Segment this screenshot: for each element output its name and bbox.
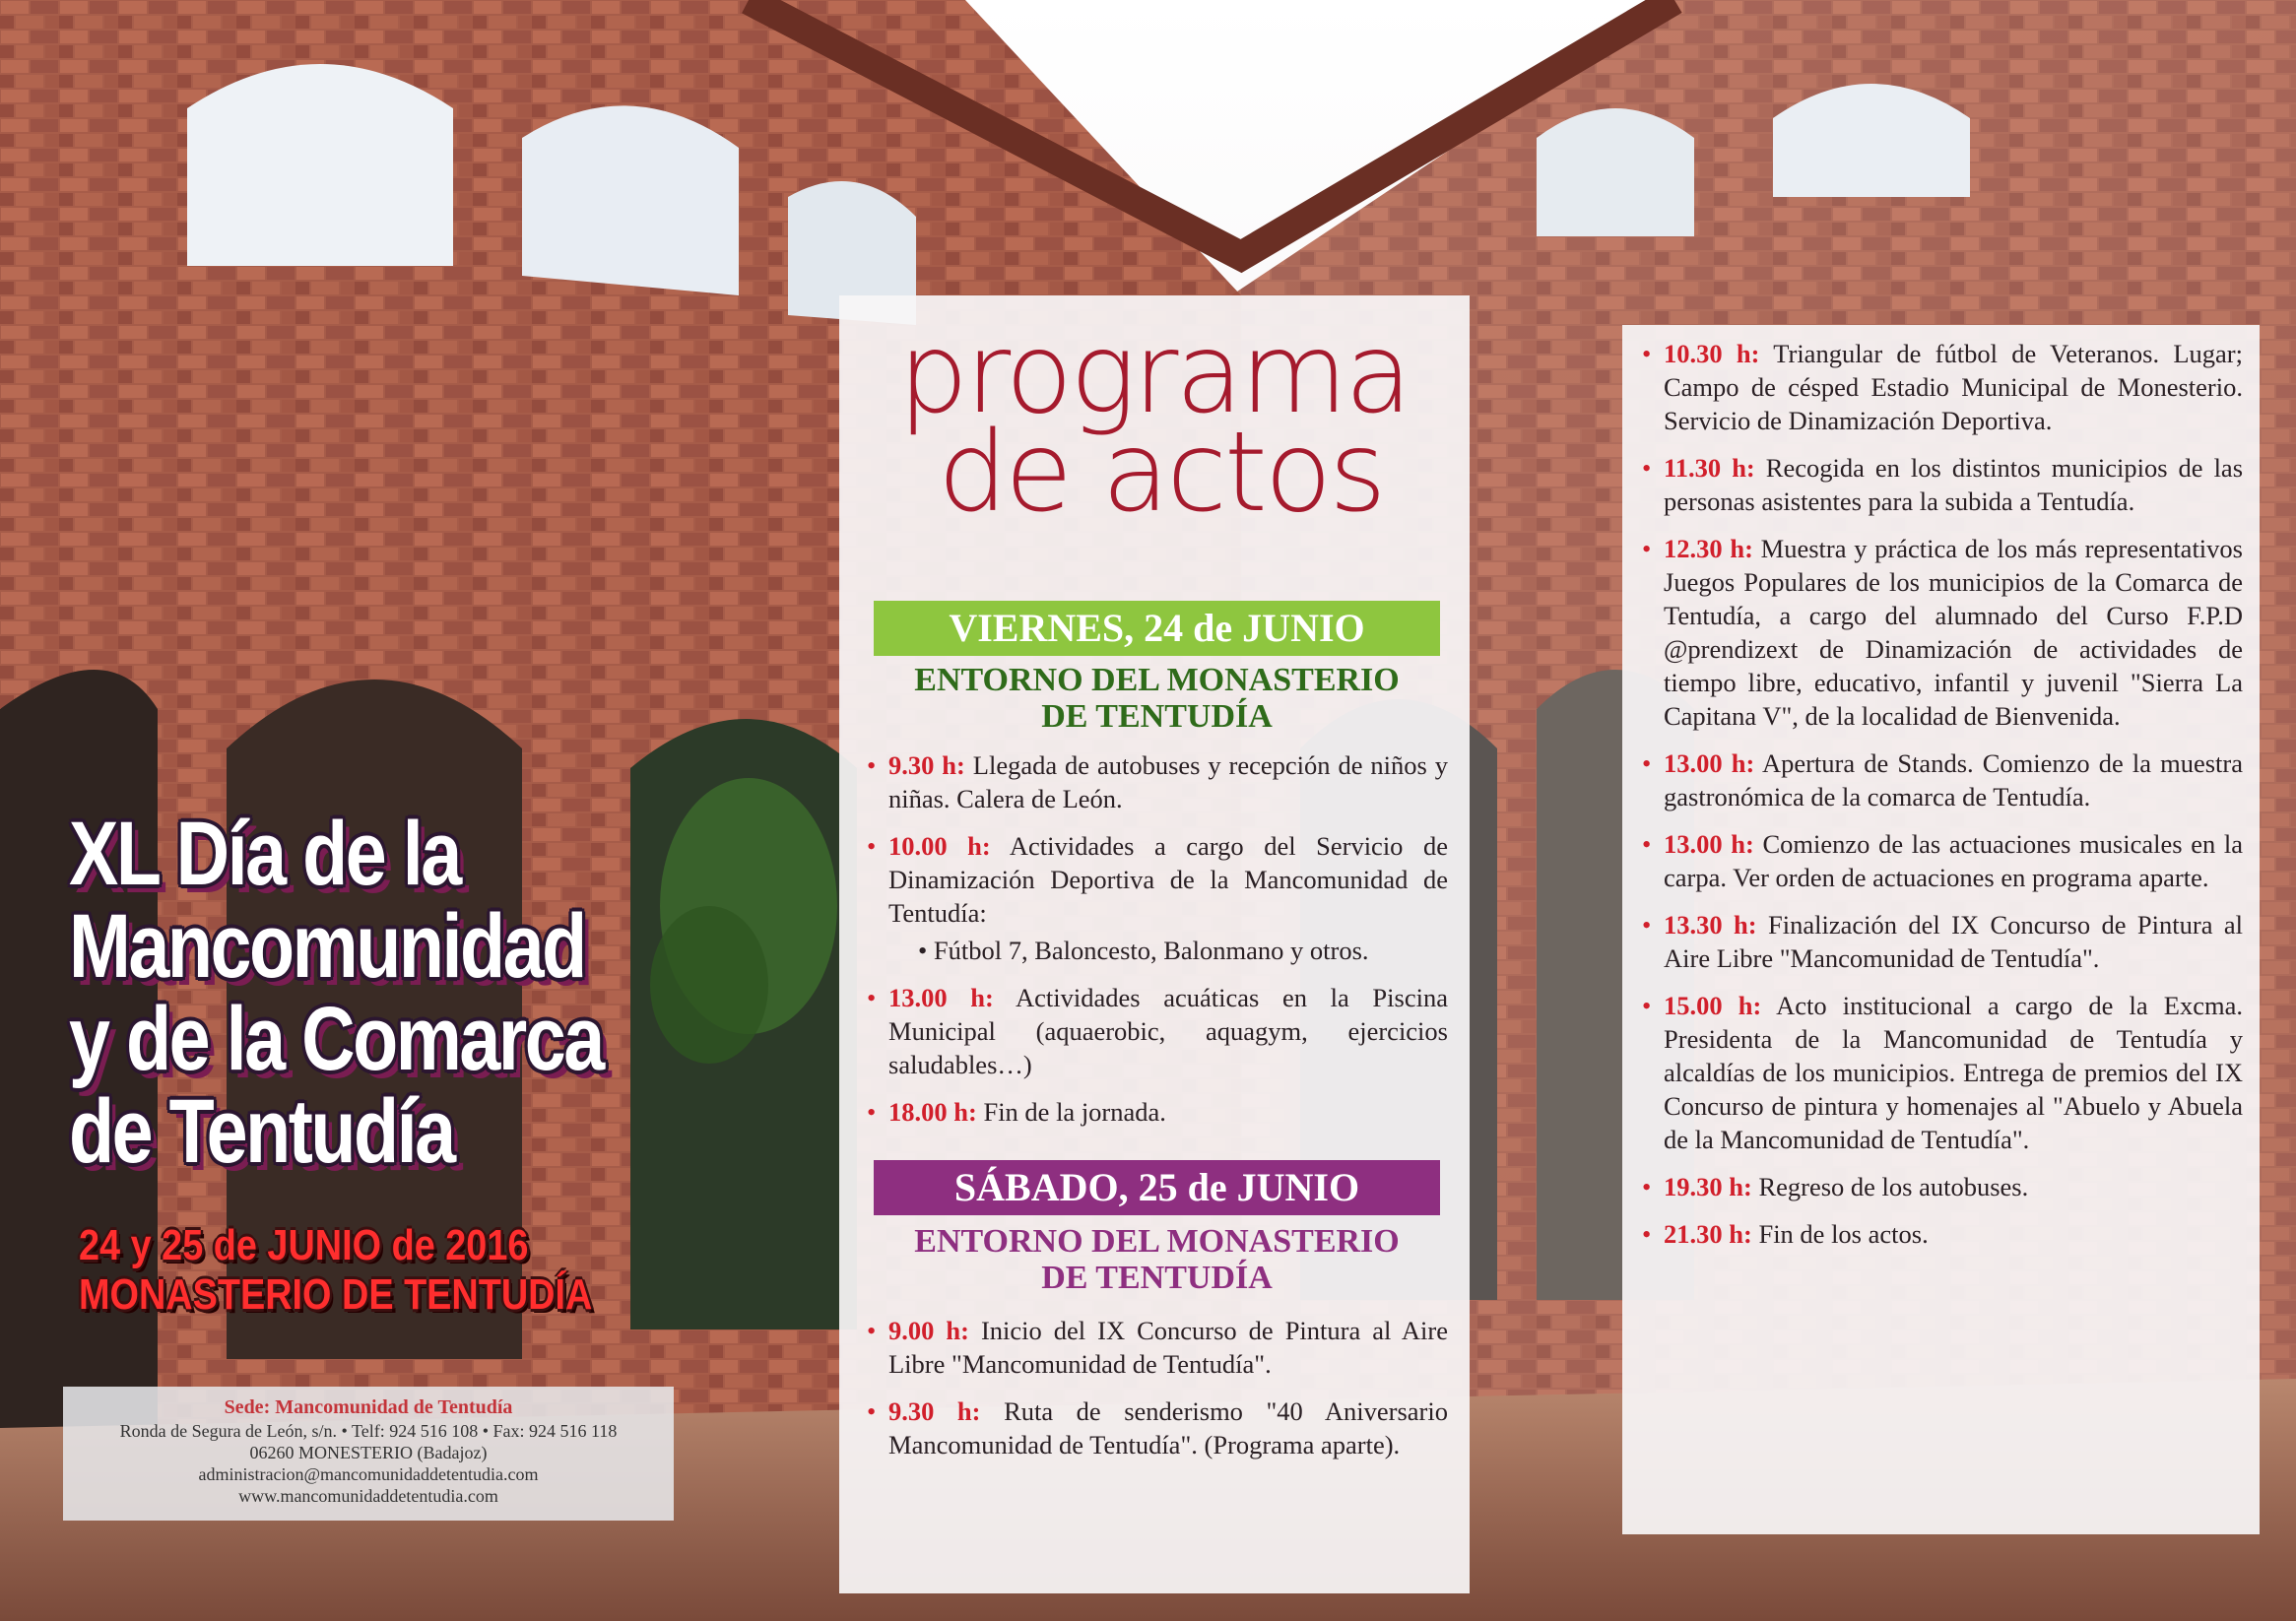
- list-item: [867, 1314, 1448, 1381]
- item-time: 11.30 h:: [1664, 453, 1755, 483]
- friday-band: VIERNES, 24 de JUNIO: [874, 601, 1440, 656]
- list-item: [1642, 337, 2243, 437]
- item-time: 9.30 h:: [888, 1396, 981, 1426]
- bullet-icon: •: [867, 831, 877, 861]
- item-text: Triangular de fútbol de Veteranos. Lugar; Campo de césped Estadio Municipal de Monesterio. Servicio de Dinamización Deportiva.: [1664, 339, 2243, 435]
- saturday-band: SÁBADO, 25 de JUNIO: [874, 1160, 1440, 1215]
- item-time: 13.00 h:: [1664, 748, 1755, 778]
- friday-venue-line2: DE TENTUDÍA: [1041, 698, 1273, 735]
- title-line-4: de Tentudía: [69, 1081, 454, 1182]
- sede-address: Ronda de Segura de León, s/n. • Telf: 924 516 108 • Fax: 924 516 118: [119, 1421, 618, 1441]
- saturday-schedule-continued: [1642, 337, 2243, 1264]
- item-text: Regreso de los autobuses.: [1758, 1172, 2029, 1201]
- item-text: Muestra y práctica de los más representativos Juegos Populares de los municipios de la Comarca de Tentudía, a cargo del alumnado del Curso F.P.D @prendizext de Dinamización de actividades de tiempo libre, educativo, infantil y juvenil "Sierra La Capitana V", de la localidad de Bienvenida.: [1664, 534, 2243, 731]
- sede-email: administracion@mancomunidaddetentudia.com: [198, 1464, 539, 1484]
- item-text: Finalización del IX Concurso de Pintura al Aire Libre "Mancomunidad de Tentudía".: [1664, 910, 2243, 973]
- bullet-icon: •: [867, 983, 877, 1012]
- sede-contact-box: [63, 1387, 674, 1521]
- title-line-3: y de la Comarca: [69, 989, 603, 1089]
- item-time: 10.30 h:: [1664, 339, 1760, 368]
- event-title: [69, 804, 758, 1182]
- item-text: Apertura de Stands. Comienzo de la muestra gastronómica de la comarca de Tentudía.: [1664, 748, 2243, 811]
- list-item: [1642, 1170, 2243, 1203]
- friday-schedule: [867, 748, 1448, 1142]
- sede-city: 06260 MONESTERIO (Badajoz): [249, 1443, 488, 1462]
- bullet-icon: •: [1642, 534, 1652, 563]
- list-item: [1642, 989, 2243, 1156]
- programa-title-line2: de actos: [938, 409, 1384, 537]
- list-item: [1642, 908, 2243, 975]
- bullet-icon: •: [1642, 829, 1652, 859]
- item-time: 10.00 h:: [888, 831, 991, 861]
- title-line-1: XL Día de la: [69, 804, 460, 904]
- item-text: Inicio del IX Concurso de Pintura al Aire Libre "Mancomunidad de Tentudía".: [888, 1316, 1448, 1379]
- item-text: Actividades acuáticas en la Piscina Municipal (aquaerobic, aquagym, ejercicios saludables…): [888, 983, 1448, 1079]
- item-time: 18.00 h:: [888, 1097, 977, 1127]
- bullet-icon: •: [1642, 991, 1652, 1020]
- bullet-icon: •: [867, 1396, 877, 1426]
- bullet-icon: •: [867, 750, 877, 780]
- item-text: Actividades a cargo del Servicio de Dinamización Deportiva de la Mancomunidad de Tentudía:: [888, 831, 1448, 928]
- bullet-icon: •: [867, 1097, 877, 1127]
- list-item: [1642, 827, 2243, 894]
- item-text: Llegada de autobuses y recepción de niños y niñas. Calera de León.: [888, 750, 1448, 813]
- title-line-2: Mancomunidad: [69, 896, 585, 997]
- item-time: 9.30 h:: [888, 750, 965, 780]
- event-date-place: [79, 1221, 630, 1320]
- item-time: 19.30 h:: [1664, 1172, 1752, 1201]
- programa-title-line1: programa: [898, 310, 1410, 438]
- list-item: [867, 748, 1448, 815]
- item-text: Ruta de senderismo "40 Aniversario Mancomunidad de Tentudía". (Programa aparte).: [888, 1396, 1448, 1459]
- item-text: Comienzo de las actuaciones musicales en la carpa. Ver orden de actuaciones en programa aparte.: [1664, 829, 2243, 892]
- list-item: [1642, 532, 2243, 733]
- bullet-icon: •: [1642, 1219, 1652, 1249]
- programa-title: [898, 310, 1450, 537]
- item-time: 15.00 h:: [1664, 991, 1762, 1020]
- bullet-icon: •: [1642, 748, 1652, 778]
- item-time: 12.30 h:: [1664, 534, 1753, 563]
- bullet-icon: •: [1642, 339, 1652, 368]
- bullet-icon: •: [1642, 1172, 1652, 1201]
- saturday-venue-line2: DE TENTUDÍA: [1041, 1260, 1273, 1296]
- sede-web: www.mancomunidaddetentudia.com: [238, 1486, 498, 1506]
- item-time: 21.30 h:: [1664, 1219, 1752, 1249]
- item-sub-text: • Fútbol 7, Baloncesto, Balonmano y otros.: [918, 936, 1369, 965]
- item-text: Acto institucional a cargo de la Excma. Presidenta de la Mancomunidad de Tentudía y alcaldías de los municipios. Entrega de premios del IX Concurso de pintura y homenajes al "Abuelo y Abuela de la Mancomunidad de Tentudía".: [1664, 991, 2243, 1154]
- list-item: [867, 1095, 1448, 1129]
- item-text: Fin de los actos.: [1758, 1219, 1929, 1249]
- event-place: MONASTERIO DE TENTUDÍA: [79, 1270, 593, 1319]
- list-item: [1642, 746, 2243, 813]
- friday-venue-line1: ENTORNO DEL MONASTERIO: [914, 662, 1400, 698]
- item-time: 9.00 h:: [888, 1316, 969, 1345]
- list-item: [1642, 1217, 2243, 1251]
- item-time: 13.00 h:: [1664, 829, 1754, 859]
- program-panel-saturday-cont: [1622, 325, 2260, 1534]
- list-item: [867, 829, 1448, 967]
- bullet-icon: •: [1642, 453, 1652, 483]
- saturday-venue: [874, 1223, 1440, 1296]
- item-text: Fin de la jornada.: [983, 1097, 1166, 1127]
- item-time: 13.30 h:: [1664, 910, 1757, 940]
- item-text: Recogida en los distintos municipios de las personas asistentes para la subida a Tentudía.: [1664, 453, 2244, 516]
- list-item: [867, 1394, 1448, 1461]
- bullet-icon: •: [1642, 910, 1652, 940]
- list-item: [867, 981, 1448, 1081]
- list-item: [1642, 451, 2243, 518]
- event-dates: 24 y 25 de JUNIO de 2016: [79, 1221, 529, 1269]
- saturday-venue-line1: ENTORNO DEL MONASTERIO: [914, 1223, 1400, 1260]
- sede-title: Sede: Mancomunidad de Tentudía: [224, 1396, 513, 1418]
- friday-venue: [874, 662, 1440, 735]
- saturday-schedule: [867, 1314, 1448, 1475]
- bullet-icon: •: [867, 1316, 877, 1345]
- item-time: 13.00 h:: [888, 983, 994, 1012]
- program-panel-friday: [839, 295, 1470, 1593]
